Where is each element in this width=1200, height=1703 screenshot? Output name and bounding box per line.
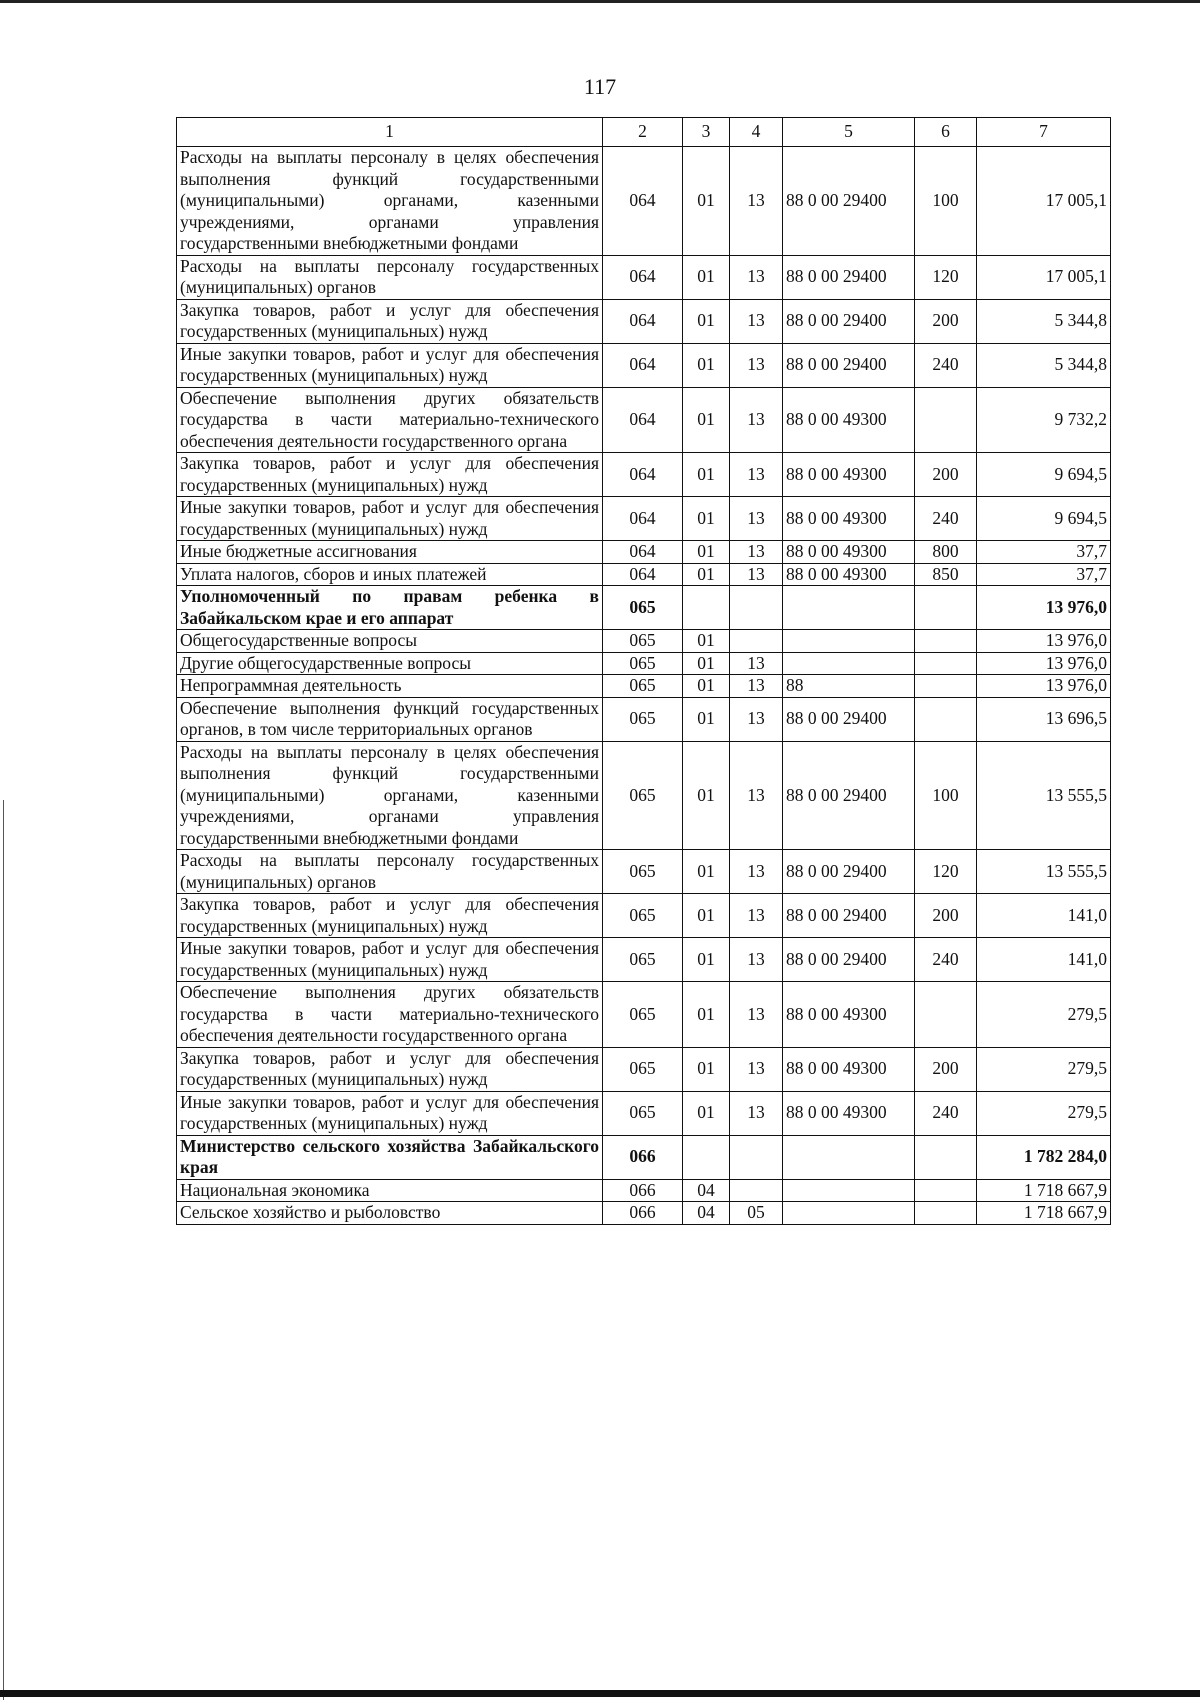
cell-ministry-code: 064 <box>603 343 683 387</box>
cell-ministry-code: 064 <box>603 147 683 256</box>
row-description: Расходы на выплаты персоналу в целях обеспечения выполнения функций государственными (муниципальными) органами, казенными учреждениями, органами управления государственными внебюджетными фондами <box>177 147 603 256</box>
row-description: Закупка товаров, работ и услуг для обеспечения государственных (муниципальных) нужд <box>177 299 603 343</box>
cell-section-code: 01 <box>683 652 730 675</box>
table-row <box>177 1091 1111 1135</box>
cell-amount: 13 976,0 <box>977 586 1111 630</box>
cell-amount: 9 694,5 <box>977 497 1111 541</box>
cell-expense-type: 200 <box>915 894 977 938</box>
row-description: Расходы на выплаты персоналу государственных (муниципальных) органов <box>177 255 603 299</box>
cell-subsection-code: 13 <box>730 255 783 299</box>
table-row <box>177 541 1111 564</box>
cell-target-code <box>783 586 915 630</box>
cell-amount: 17 005,1 <box>977 147 1111 256</box>
cell-subsection-code: 13 <box>730 563 783 586</box>
cell-ministry-code: 065 <box>603 652 683 675</box>
cell-target-code: 88 0 00 29400 <box>783 850 915 894</box>
cell-subsection-code: 13 <box>730 299 783 343</box>
table-row <box>177 387 1111 453</box>
table-row <box>177 850 1111 894</box>
cell-subsection-code: 13 <box>730 982 783 1048</box>
cell-section-code <box>683 1135 730 1179</box>
row-description: Другие общегосударственные вопросы <box>177 652 603 675</box>
cell-target-code: 88 0 00 49300 <box>783 541 915 564</box>
cell-section-code: 01 <box>683 1091 730 1135</box>
cell-target-code: 88 0 00 49300 <box>783 982 915 1048</box>
cell-target-code: 88 <box>783 675 915 698</box>
row-description: Министерство сельского хозяйства Забайкальского края <box>177 1135 603 1179</box>
cell-amount: 279,5 <box>977 982 1111 1048</box>
table-row <box>177 1179 1111 1202</box>
cell-target-code <box>783 652 915 675</box>
row-description: Иные бюджетные ассигнования <box>177 541 603 564</box>
cell-subsection-code: 13 <box>730 697 783 741</box>
cell-expense-type: 200 <box>915 299 977 343</box>
cell-ministry-code: 064 <box>603 497 683 541</box>
cell-ministry-code: 065 <box>603 850 683 894</box>
cell-subsection-code: 13 <box>730 147 783 256</box>
cell-target-code: 88 0 00 29400 <box>783 147 915 256</box>
cell-amount: 13 976,0 <box>977 630 1111 653</box>
cell-expense-type <box>915 1135 977 1179</box>
cell-target-code: 88 0 00 29400 <box>783 741 915 850</box>
cell-section-code: 01 <box>683 497 730 541</box>
row-description: Иные закупки товаров, работ и услуг для обеспечения государственных (муниципальных) нужд <box>177 938 603 982</box>
cell-section-code: 01 <box>683 1047 730 1091</box>
cell-ministry-code: 065 <box>603 675 683 698</box>
table-row <box>177 497 1111 541</box>
cell-section-code: 01 <box>683 563 730 586</box>
cell-section-code: 01 <box>683 299 730 343</box>
cell-ministry-code: 066 <box>603 1179 683 1202</box>
cell-expense-type: 240 <box>915 1091 977 1135</box>
table-row <box>177 652 1111 675</box>
cell-subsection-code: 13 <box>730 894 783 938</box>
cell-ministry-code: 064 <box>603 255 683 299</box>
cell-target-code: 88 0 00 29400 <box>783 938 915 982</box>
row-description: Уполномоченный по правам ребенка в Забайкальском крае и его аппарат <box>177 586 603 630</box>
cell-ministry-code: 066 <box>603 1135 683 1179</box>
table-row <box>177 697 1111 741</box>
cell-amount: 1 718 667,9 <box>977 1202 1111 1225</box>
row-description: Обеспечение выполнения других обязательств государства в части материально-технического обеспечения деятельности государственного органа <box>177 982 603 1048</box>
cell-amount: 13 976,0 <box>977 675 1111 698</box>
cell-expense-type: 240 <box>915 938 977 982</box>
cell-target-code: 88 0 00 29400 <box>783 343 915 387</box>
cell-section-code: 01 <box>683 697 730 741</box>
row-description: Национальная экономика <box>177 1179 603 1202</box>
cell-amount: 141,0 <box>977 938 1111 982</box>
table-row <box>177 982 1111 1048</box>
table-row <box>177 741 1111 850</box>
scan-bottom-edge <box>0 1690 1200 1697</box>
budget-table <box>176 117 1111 1225</box>
row-description: Закупка товаров, работ и услуг для обеспечения государственных (муниципальных) нужд <box>177 453 603 497</box>
cell-target-code: 88 0 00 29400 <box>783 299 915 343</box>
cell-expense-type <box>915 387 977 453</box>
cell-subsection-code <box>730 586 783 630</box>
cell-expense-type <box>915 982 977 1048</box>
table-row <box>177 343 1111 387</box>
row-description: Иные закупки товаров, работ и услуг для обеспечения государственных (муниципальных) нужд <box>177 1091 603 1135</box>
cell-expense-type: 100 <box>915 147 977 256</box>
cell-section-code: 01 <box>683 938 730 982</box>
column-header: 1 <box>177 118 603 147</box>
cell-subsection-code: 13 <box>730 343 783 387</box>
cell-amount: 37,7 <box>977 563 1111 586</box>
cell-ministry-code: 064 <box>603 387 683 453</box>
row-description: Закупка товаров, работ и услуг для обеспечения государственных (муниципальных) нужд <box>177 894 603 938</box>
cell-subsection-code: 13 <box>730 541 783 564</box>
row-description: Иные закупки товаров, работ и услуг для обеспечения государственных (муниципальных) нужд <box>177 343 603 387</box>
cell-subsection-code: 13 <box>730 938 783 982</box>
cell-section-code: 01 <box>683 147 730 256</box>
cell-target-code: 88 0 00 29400 <box>783 697 915 741</box>
cell-target-code: 88 0 00 49300 <box>783 1091 915 1135</box>
cell-target-code <box>783 1179 915 1202</box>
table-row <box>177 630 1111 653</box>
cell-expense-type: 240 <box>915 497 977 541</box>
cell-section-code: 04 <box>683 1202 730 1225</box>
cell-target-code: 88 0 00 49300 <box>783 497 915 541</box>
cell-expense-type: 240 <box>915 343 977 387</box>
cell-section-code: 01 <box>683 541 730 564</box>
page-number: 117 <box>583 74 617 99</box>
cell-ministry-code: 065 <box>603 938 683 982</box>
cell-target-code: 88 0 00 29400 <box>783 894 915 938</box>
table-body <box>177 147 1111 1225</box>
row-description: Закупка товаров, работ и услуг для обеспечения государственных (муниципальных) нужд <box>177 1047 603 1091</box>
cell-subsection-code: 13 <box>730 1047 783 1091</box>
column-header: 7 <box>977 118 1111 147</box>
cell-section-code: 01 <box>683 630 730 653</box>
column-header: 2 <box>603 118 683 147</box>
cell-subsection-code <box>730 630 783 653</box>
cell-subsection-code: 13 <box>730 741 783 850</box>
cell-subsection-code: 13 <box>730 387 783 453</box>
cell-subsection-code: 13 <box>730 652 783 675</box>
cell-amount: 13 555,5 <box>977 741 1111 850</box>
table-row <box>177 938 1111 982</box>
cell-expense-type <box>915 697 977 741</box>
cell-target-code <box>783 1202 915 1225</box>
cell-ministry-code: 064 <box>603 299 683 343</box>
cell-subsection-code <box>730 1135 783 1179</box>
cell-section-code: 01 <box>683 387 730 453</box>
cell-section-code: 01 <box>683 453 730 497</box>
cell-target-code: 88 0 00 49300 <box>783 1047 915 1091</box>
table-header-row <box>177 118 1111 147</box>
cell-expense-type <box>915 652 977 675</box>
cell-section-code: 04 <box>683 1179 730 1202</box>
cell-section-code: 01 <box>683 741 730 850</box>
row-description: Непрограммная деятельность <box>177 675 603 698</box>
cell-section-code: 01 <box>683 255 730 299</box>
cell-target-code: 88 0 00 49300 <box>783 387 915 453</box>
table-row <box>177 147 1111 256</box>
cell-expense-type: 120 <box>915 850 977 894</box>
cell-ministry-code: 064 <box>603 541 683 564</box>
row-description: Обеспечение выполнения функций государственных органов, в том числе территориальных органов <box>177 697 603 741</box>
cell-amount: 1 782 284,0 <box>977 1135 1111 1179</box>
cell-amount: 13 696,5 <box>977 697 1111 741</box>
row-description: Иные закупки товаров, работ и услуг для обеспечения государственных (муниципальных) нужд <box>177 497 603 541</box>
scan-top-edge <box>0 0 1200 3</box>
row-description: Сельское хозяйство и рыболовство <box>177 1202 603 1225</box>
cell-expense-type <box>915 586 977 630</box>
cell-amount: 279,5 <box>977 1047 1111 1091</box>
cell-subsection-code: 05 <box>730 1202 783 1225</box>
cell-amount: 9 694,5 <box>977 453 1111 497</box>
row-description: Расходы на выплаты персоналу в целях обеспечения выполнения функций государственными (муниципальными) органами, казенными учреждениями, органами управления государственными внебюджетными фондами <box>177 741 603 850</box>
table-row <box>177 255 1111 299</box>
row-description: Общегосударственные вопросы <box>177 630 603 653</box>
cell-expense-type: 850 <box>915 563 977 586</box>
cell-ministry-code: 065 <box>603 741 683 850</box>
cell-ministry-code: 064 <box>603 453 683 497</box>
cell-amount: 9 732,2 <box>977 387 1111 453</box>
cell-amount: 13 555,5 <box>977 850 1111 894</box>
cell-amount: 13 976,0 <box>977 652 1111 675</box>
table-row <box>177 1202 1111 1225</box>
cell-target-code <box>783 1135 915 1179</box>
table-row <box>177 1047 1111 1091</box>
cell-amount: 37,7 <box>977 541 1111 564</box>
table-row <box>177 299 1111 343</box>
row-description: Обеспечение выполнения других обязательств государства в части материально-технического обеспечения деятельности государственного органа <box>177 387 603 453</box>
cell-expense-type: 120 <box>915 255 977 299</box>
column-header: 5 <box>783 118 915 147</box>
cell-amount: 141,0 <box>977 894 1111 938</box>
cell-subsection-code: 13 <box>730 497 783 541</box>
table-row <box>177 675 1111 698</box>
row-description: Расходы на выплаты персоналу государственных (муниципальных) органов <box>177 850 603 894</box>
cell-expense-type <box>915 675 977 698</box>
cell-ministry-code: 065 <box>603 697 683 741</box>
table-row <box>177 453 1111 497</box>
cell-amount: 1 718 667,9 <box>977 1179 1111 1202</box>
cell-section-code: 01 <box>683 675 730 698</box>
cell-section-code: 01 <box>683 850 730 894</box>
cell-ministry-code: 065 <box>603 894 683 938</box>
cell-expense-type: 100 <box>915 741 977 850</box>
cell-subsection-code: 13 <box>730 675 783 698</box>
scan-left-edge <box>3 800 4 1700</box>
cell-section-code <box>683 586 730 630</box>
cell-subsection-code <box>730 1179 783 1202</box>
row-description: Уплата налогов, сборов и иных платежей <box>177 563 603 586</box>
cell-amount: 5 344,8 <box>977 343 1111 387</box>
cell-ministry-code: 066 <box>603 1202 683 1225</box>
column-header: 6 <box>915 118 977 147</box>
table-row <box>177 894 1111 938</box>
cell-amount: 5 344,8 <box>977 299 1111 343</box>
cell-amount: 17 005,1 <box>977 255 1111 299</box>
cell-expense-type: 200 <box>915 1047 977 1091</box>
table-row <box>177 563 1111 586</box>
cell-subsection-code: 13 <box>730 850 783 894</box>
cell-section-code: 01 <box>683 894 730 938</box>
column-header: 4 <box>730 118 783 147</box>
cell-ministry-code: 065 <box>603 1091 683 1135</box>
cell-target-code: 88 0 00 49300 <box>783 563 915 586</box>
cell-expense-type: 200 <box>915 453 977 497</box>
cell-target-code: 88 0 00 29400 <box>783 255 915 299</box>
cell-section-code: 01 <box>683 982 730 1048</box>
cell-ministry-code: 065 <box>603 586 683 630</box>
cell-expense-type: 800 <box>915 541 977 564</box>
cell-expense-type <box>915 1202 977 1225</box>
cell-target-code <box>783 630 915 653</box>
cell-ministry-code: 065 <box>603 1047 683 1091</box>
cell-expense-type <box>915 630 977 653</box>
column-header: 3 <box>683 118 730 147</box>
cell-ministry-code: 065 <box>603 982 683 1048</box>
cell-ministry-code: 064 <box>603 563 683 586</box>
table-row <box>177 1135 1111 1179</box>
cell-amount: 279,5 <box>977 1091 1111 1135</box>
cell-target-code: 88 0 00 49300 <box>783 453 915 497</box>
cell-subsection-code: 13 <box>730 1091 783 1135</box>
cell-section-code: 01 <box>683 343 730 387</box>
cell-subsection-code: 13 <box>730 453 783 497</box>
cell-ministry-code: 065 <box>603 630 683 653</box>
cell-expense-type <box>915 1179 977 1202</box>
table-row <box>177 586 1111 630</box>
